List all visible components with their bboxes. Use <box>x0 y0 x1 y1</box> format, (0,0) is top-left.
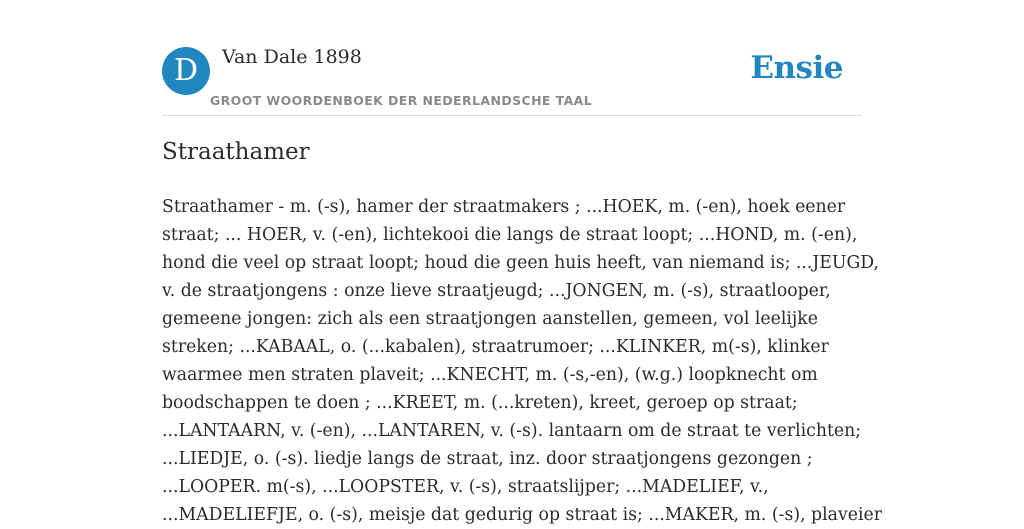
dictionary-logo[interactable]: D <box>162 47 210 95</box>
definition-line: ...LIEDJE, o. (-s). liedje langs de straat, inz. door straatjongens gezongen ; <box>162 449 813 469</box>
definition-line: hond die veel op straat loopt; houd die geen huis heeft, van niemand is; ...JEUGD, <box>162 253 880 273</box>
entry-definition <box>162 193 882 529</box>
definition-line: v. de straatjongens : onze lieve straatjeugd; ...JONGEN, m. (-s), straatlooper, <box>162 281 831 301</box>
dictionary-header <box>162 46 862 116</box>
definition-line: straat; ... HOER, v. (-en), lichtekooi die langs de straat loopt; ...HOND, m. (-en), <box>162 225 858 245</box>
definition-line: Straathamer - m. (-s), hamer der straatmakers ; ...HOEK, m. (-en), hoek eener <box>162 197 846 217</box>
definition-line: gemeene jongen: zich als een straatjongen aanstellen, gemeen, vol leelijke <box>162 309 818 329</box>
entry-title: Straathamer <box>162 139 310 165</box>
definition-line: waarmee men straten plaveit; ...KNECHT, m. (-s,-en), (w.g.) loopknecht om <box>162 365 818 385</box>
dictionary-subtitle: GROOT WOORDENBOEK DER NEDERLANDSCHE TAAL <box>210 93 593 108</box>
definition-line: streken; ...KABAAL, o. (...kabalen), straatrumoer; ...KLINKER, m(-s), klinker <box>162 337 829 357</box>
definition-line: ...MADELIEFJE, o. (-s), meisje dat gedurig op straat is; ...MAKER, m. (-s), plaveier <box>162 505 882 525</box>
definition-line: ...LANTAARN, v. (-en), ...LANTAREN, v. (-s). lantaarn om de straat te verlichten; <box>162 421 862 441</box>
dictionary-name[interactable]: Van Dale 1898 <box>222 46 362 68</box>
definition-line: ...LOOPER. m(-s), ...LOOPSTER, v. (-s), straatslijper; ...MADELIEF, v., <box>162 477 769 497</box>
definition-line: boodschappen te doen ; ...KREET, m. (...kreten), kreet, geroep op straat; <box>162 393 798 413</box>
header-divider <box>162 115 862 116</box>
brand-logo-link[interactable]: Ensie <box>750 50 843 86</box>
